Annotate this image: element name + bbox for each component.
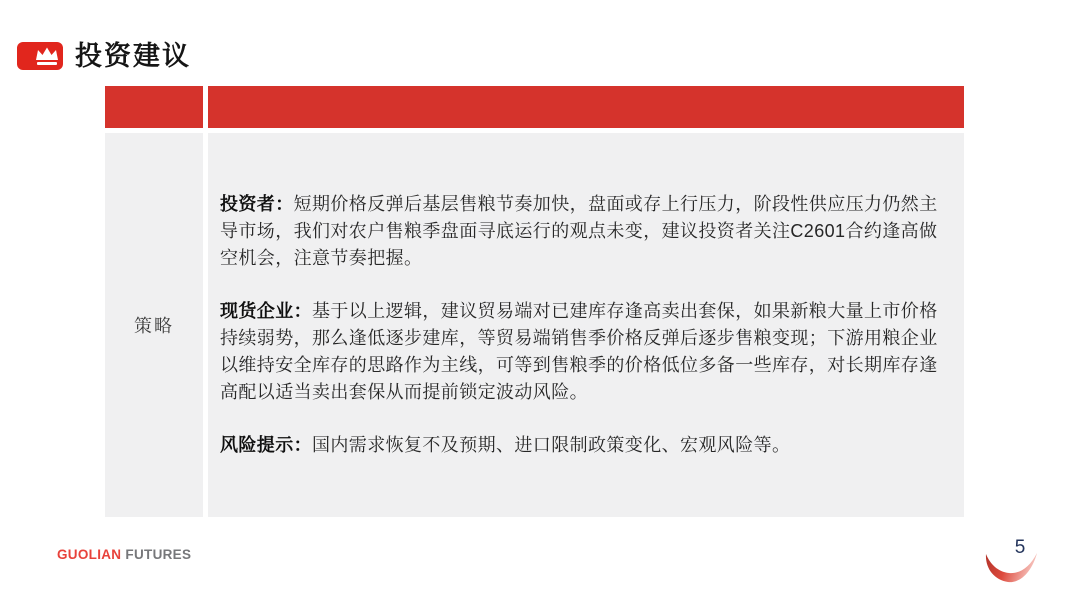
paragraph-label: 投资者： <box>220 194 294 214</box>
paragraph-text: 短期价格反弹后基层售粮节奏加快，盘面或存上行压力，阶段性供应压力仍然主导市场，我们对农户售粮季盘面寻底运行的观点未变，建议投资者关注C2601合约逢高做空机会，注意节奏把握。 <box>220 194 938 268</box>
table-header-label-cell <box>105 86 203 128</box>
brand-name-primary: GUOLIAN <box>57 547 122 562</box>
paragraph-text: 基于以上逻辑，建议贸易端对已建库存逢高卖出套保，如果新粮大量上市价格持续弱势，那么逢低逐步建库，等贸易端销售季价格反弹后逐步售粮变现；下游用粮企业以维持安全库存的思路作为主线，可等到售粮季的价格低位多备一些库存，对长期库存逢高配以适当卖出套保从而提前锁定波动风险。 <box>220 301 938 402</box>
crown-icon <box>17 42 63 70</box>
paragraph-label: 现货企业： <box>220 301 312 321</box>
strategy-row-label: 策略 <box>105 133 203 517</box>
table-body-row <box>105 133 964 517</box>
page-number: 5 <box>1014 537 1026 558</box>
paragraph-text: 国内需求恢复不及预期、进口限制政策变化、宏观风险等。 <box>312 435 791 455</box>
page-title: 投资建议 <box>75 40 191 71</box>
strategy-paragraph-spot-enterprises <box>220 298 948 406</box>
advice-table <box>105 86 964 517</box>
table-header-row <box>105 86 964 128</box>
slide-title-block <box>17 42 191 70</box>
paragraph-label: 风险提示： <box>220 435 312 455</box>
strategy-content-cell <box>208 133 964 517</box>
table-header-content-cell <box>208 86 964 128</box>
brand-logo-text <box>57 547 191 562</box>
strategy-paragraph-risk-warning <box>220 432 948 459</box>
red-swoosh-icon <box>982 548 1040 585</box>
strategy-paragraph-investors <box>220 191 948 272</box>
brand-name-secondary: FUTURES <box>125 547 192 562</box>
